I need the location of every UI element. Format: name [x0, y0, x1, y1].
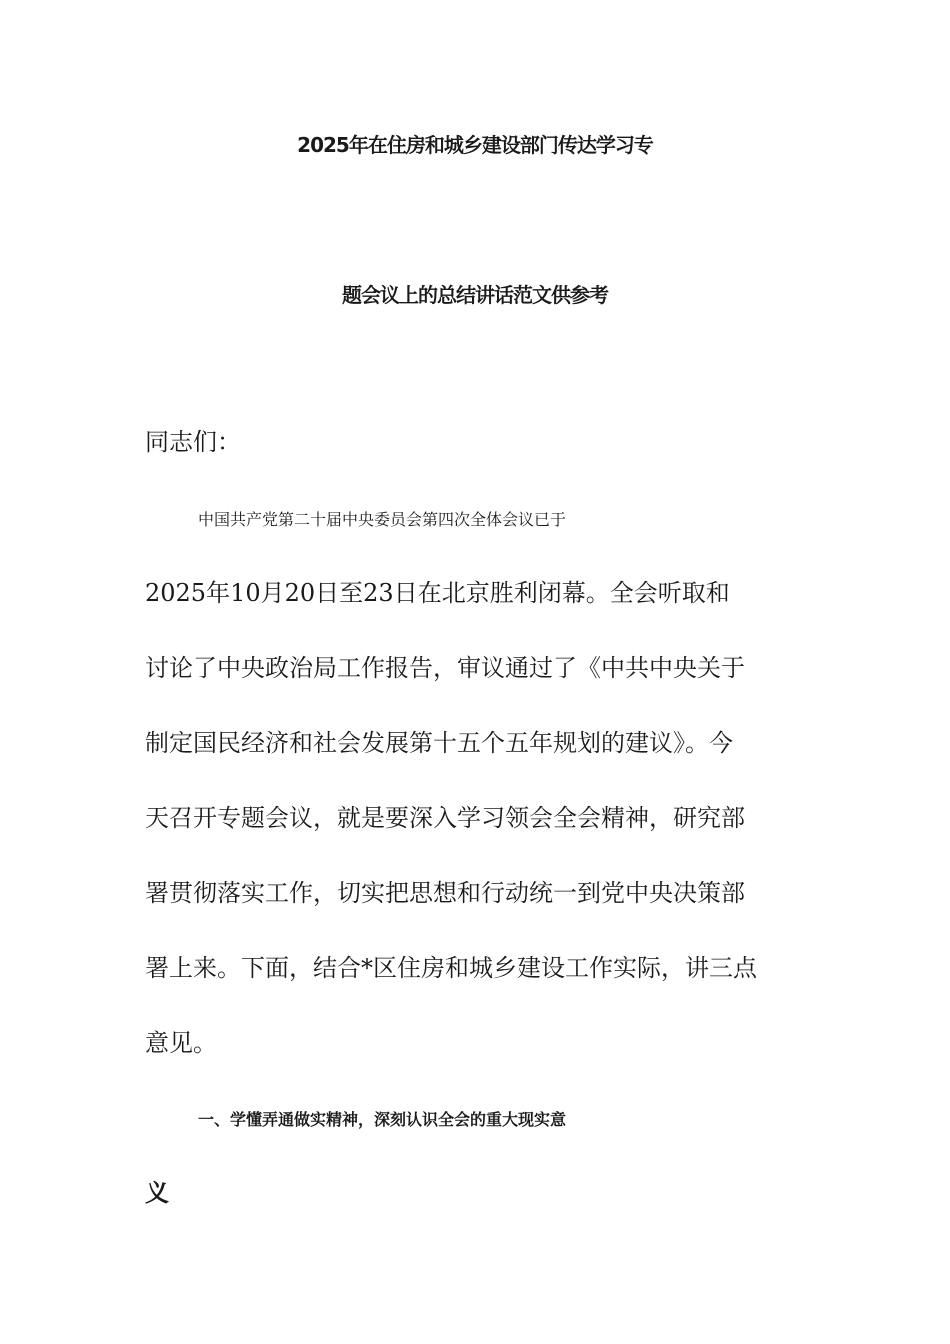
paragraph-line: 意见。 — [145, 1029, 217, 1057]
paragraph-line: 署贯彻落实工作，切实把思想和行动统一到党中央决策部 — [145, 879, 745, 907]
paragraph-line: 天召开专题会议，就是要深入学习领会全会精神，研究部 — [145, 804, 745, 832]
salutation: 同志们： — [145, 428, 241, 456]
document-title-line-2: 题会议上的总结讲话范文供参考 — [342, 283, 608, 307]
paragraph-line: 中国共产党第二十届中央委员会第四次全体会议已于 — [198, 510, 567, 529]
document-title-line-1: 2025年在住房和城乡建设部门传达学习专 — [297, 133, 653, 157]
section-heading-line: 一、学懂弄通做实精神，深刻认识全会的重大现实意 — [198, 1110, 567, 1129]
paragraph-line: 制定国民经济和社会发展第十五个五年规划的建议》。今 — [145, 729, 733, 757]
paragraph-line: 2025年10月20日至23日在北京胜利闭幕。全会听取和 — [145, 579, 730, 607]
section-heading-line: 义 — [145, 1178, 169, 1207]
paragraph-line: 署上来。下面，结合*区住房和城乡建设工作实际，讲三点 — [145, 954, 757, 982]
paragraph-line: 讨论了中央政治局工作报告，审议通过了《中共中央关于 — [145, 654, 745, 682]
